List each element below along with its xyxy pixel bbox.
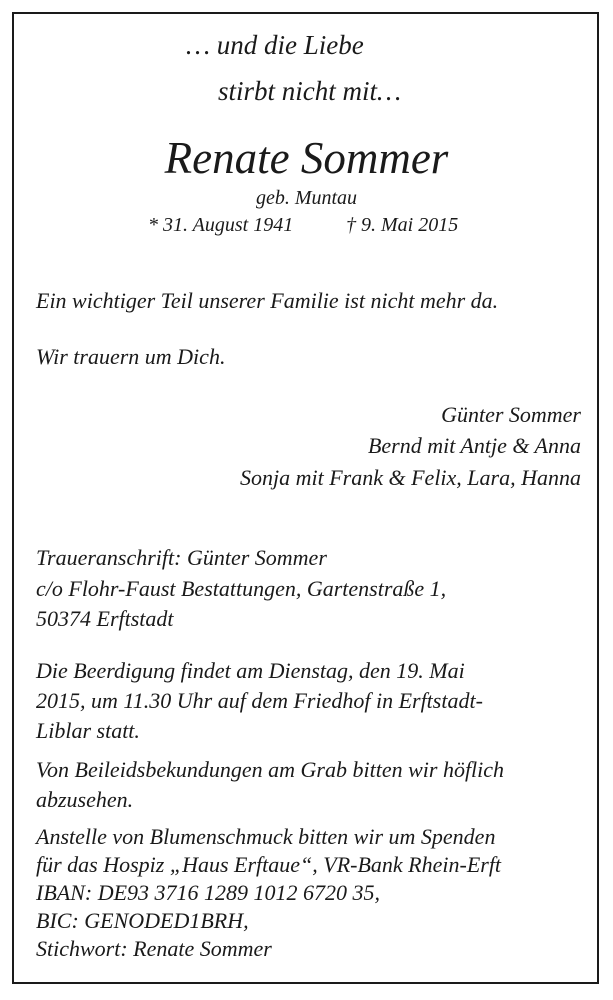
tribute-line-2: Wir trauern um Dich. <box>36 344 226 369</box>
mourner-3: Sonja mit Frank & Felix, Lara, Hanna <box>240 465 581 490</box>
address-line-2: c/o Flohr-Faust Bestattungen, Gartenstraße 1, <box>36 576 447 601</box>
donation-line-3: IBAN: DE93 3716 1289 1012 6720 35, <box>36 880 381 905</box>
death-date: † 9. Mai 2015 <box>346 214 459 236</box>
donation-line-4: BIC: GENODED1BRH, <box>36 908 249 933</box>
motto-line-2: stirbt nicht mit… <box>218 76 402 106</box>
address-line-3: 50374 Erftstadt <box>36 606 174 631</box>
donation-line-5: Stichwort: Renate Sommer <box>36 936 272 961</box>
funeral-line-3: Liblar statt. <box>36 718 140 743</box>
condolence-line-2: abzusehen. <box>36 787 134 812</box>
mourner-2: Bernd mit Antje & Anna <box>367 433 581 458</box>
donation-line-1: Anstelle von Blumenschmuck bitten wir um Spenden <box>36 824 496 849</box>
motto-line-1: … und die Liebe <box>186 30 364 60</box>
maiden-name: geb. Muntau <box>255 187 358 209</box>
tribute-line-1: Ein wichtiger Teil unserer Familie ist nicht mehr da. <box>36 288 499 313</box>
deceased-name: Renate Sommer <box>164 133 449 183</box>
funeral-line-2: 2015, um 11.30 Uhr auf dem Friedhof in Erftstadt- <box>36 688 483 713</box>
condolence-line-1: Von Beileidsbekundungen am Grab bitten wir höflich <box>36 757 505 782</box>
donation-line-2: für das Hospiz „Haus Erftaue“, VR-Bank Rhein-Erft <box>36 852 502 877</box>
mourner-1: Günter Sommer <box>441 402 581 427</box>
funeral-line-1: Die Beerdigung findet am Dienstag, den 19. Mai <box>36 658 465 683</box>
address-line-1: Traueranschrift: Günter Sommer <box>36 545 327 570</box>
birth-date: * 31. August 1941 <box>148 214 294 236</box>
